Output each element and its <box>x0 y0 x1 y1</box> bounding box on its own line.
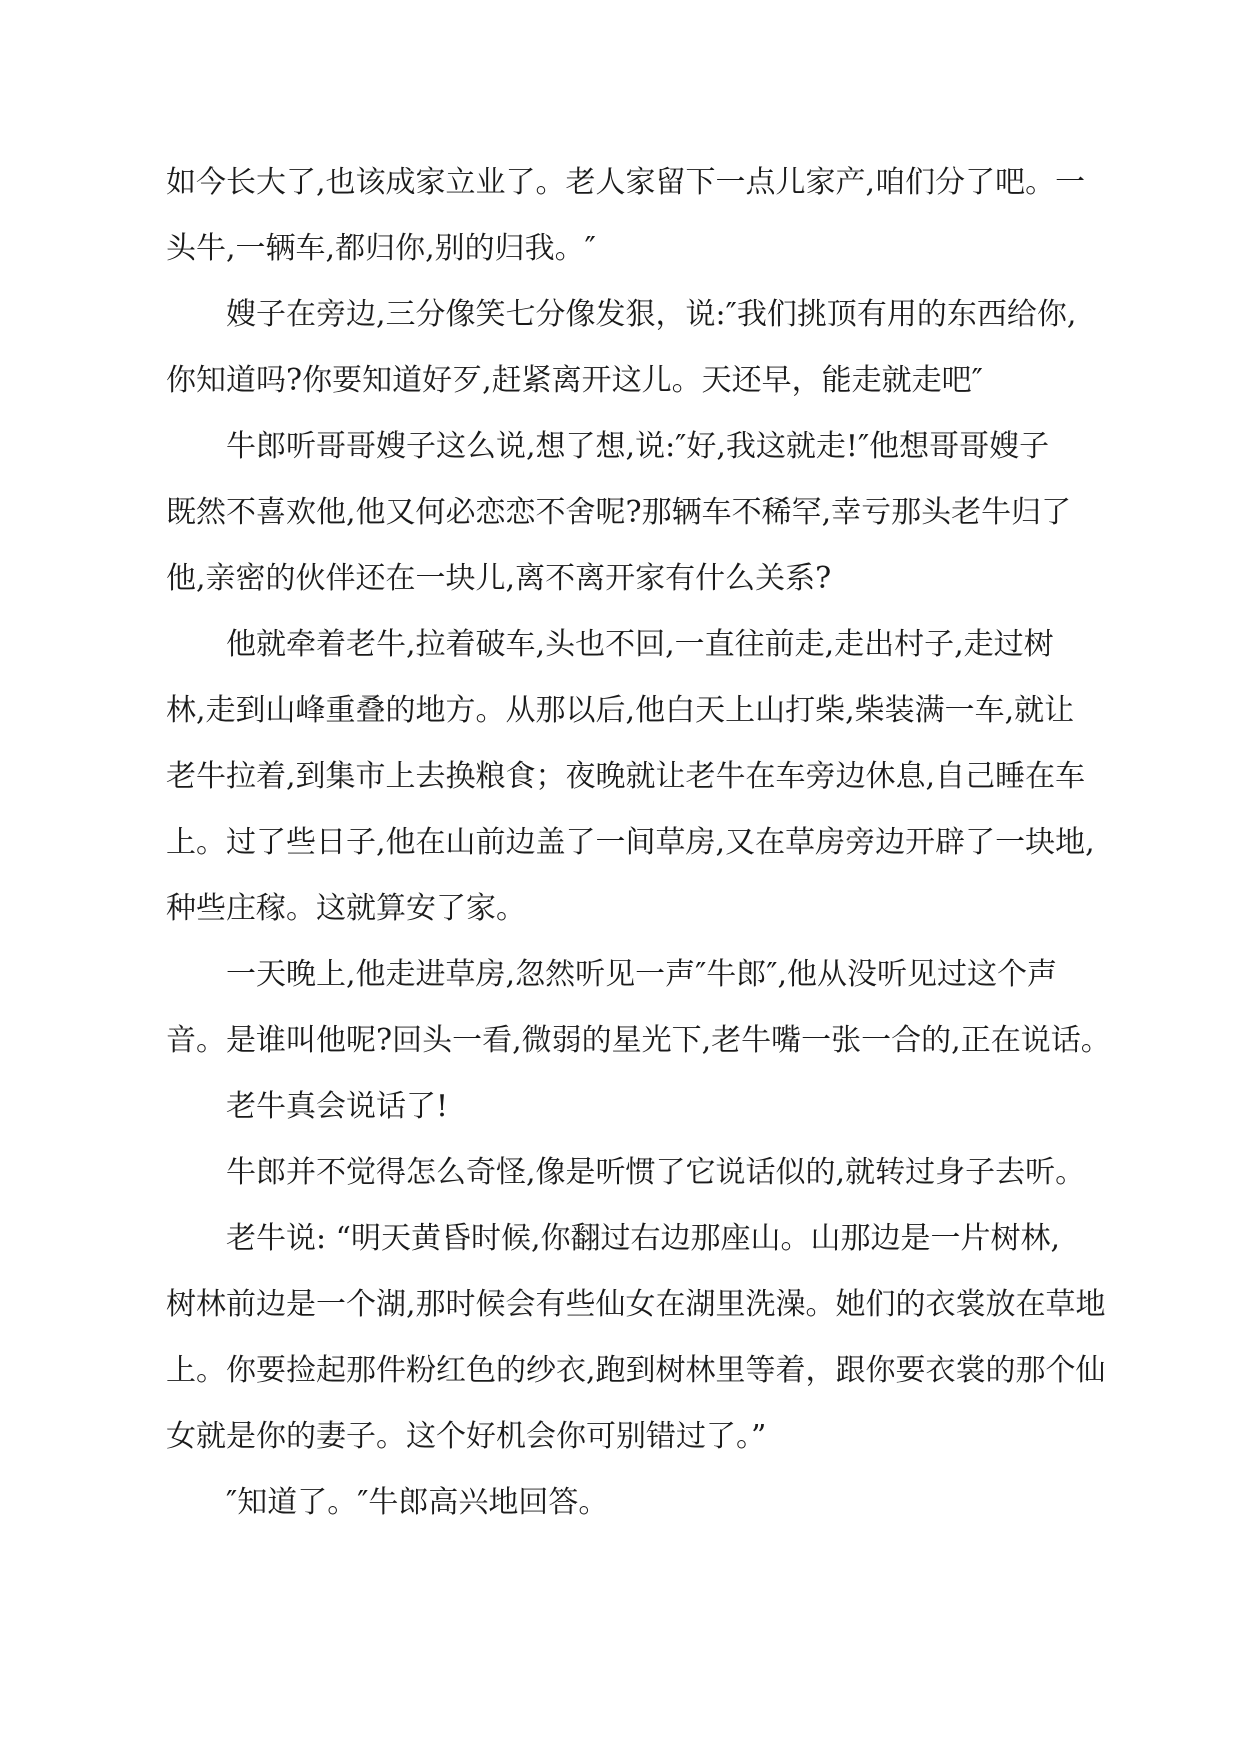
paragraph <box>166 282 1086 414</box>
text-line: 种些庄稼。这就算安了家。 <box>166 891 526 926</box>
text-line: 如今长大了,也该成家立业了。老人家留下一点儿家产,咱们分了吧。一 <box>166 165 1086 200</box>
text-line: 音。是谁叫他呢?回头一看,微弱的星光下,老牛嘴一张一合的,正在说话。 <box>166 1023 1111 1058</box>
text-line: 他就牵着老牛,拉着破车,头也不回,一直往前走,走出村子,走过树 <box>226 627 1054 662</box>
text-line: 既然不喜欢他,他又何必恋恋不舍呢?那辆车不稀罕,幸亏那头老牛归了 <box>166 495 1072 530</box>
text-line: 牛郎听哥哥嫂子这么说,想了想,说:″好,我这就走!″他想哥哥嫂子 <box>226 429 1050 464</box>
paragraph <box>166 1470 1086 1536</box>
text-line: 头牛,一辆车,都归你,别的归我。″ <box>166 231 596 266</box>
paragraph <box>166 1140 1086 1206</box>
paragraph <box>166 1206 1106 1470</box>
text-line: 一天晚上,他走进草房,忽然听见一声″牛郎″,他从没听见过这个声 <box>226 957 1058 992</box>
paragraph <box>166 942 1111 1074</box>
text-line: 老牛真会说话了! <box>226 1089 449 1124</box>
text-line: 老牛说: “明天黄昏时候,你翻过右边那座山。山那边是一片树林, <box>226 1221 1061 1256</box>
text-line: 你知道吗?你要知道好歹,赶紧离开这儿。天还早，能走就走吧″ <box>166 363 983 398</box>
text-line: 上。过了些日子,他在山前边盖了一间草房,又在草房旁边开辟了一块地, <box>166 825 1095 860</box>
text-line: 他,亲密的伙伴还在一块儿,离不离开家有什么关系? <box>166 561 832 596</box>
text-line: ″知道了。″牛郎高兴地回答。 <box>226 1485 609 1520</box>
text-line: 上。你要捡起那件粉红色的纱衣,跑到树林里等着，跟你要衣裳的那个仙 <box>166 1353 1106 1388</box>
text-line: 牛郎并不觉得怎么奇怪,像是听惯了它说话似的,就转过身子去听。 <box>226 1155 1086 1190</box>
text-line: 林,走到山峰重叠的地方。从那以后,他白天上山打柴,柴装满一车,就让 <box>166 693 1075 728</box>
paragraph <box>166 612 1095 942</box>
paragraph <box>166 1074 1086 1140</box>
text-line: 嫂子在旁边,三分像笑七分像发狠，说:″我们挑顶有用的东西给你, <box>226 297 1077 332</box>
text-line: 女就是你的妻子。这个好机会你可别错过了。” <box>166 1419 767 1454</box>
paragraph <box>166 150 1086 282</box>
text-line: 老牛拉着,到集市上去换粮食；夜晚就让老牛在车旁边休息,自己睡在车 <box>166 759 1086 794</box>
text-line: 树林前边是一个湖,那时候会有些仙女在湖里洗澡。她们的衣裳放在草地 <box>166 1287 1106 1322</box>
document-page <box>166 150 1111 1536</box>
paragraph <box>166 414 1086 612</box>
